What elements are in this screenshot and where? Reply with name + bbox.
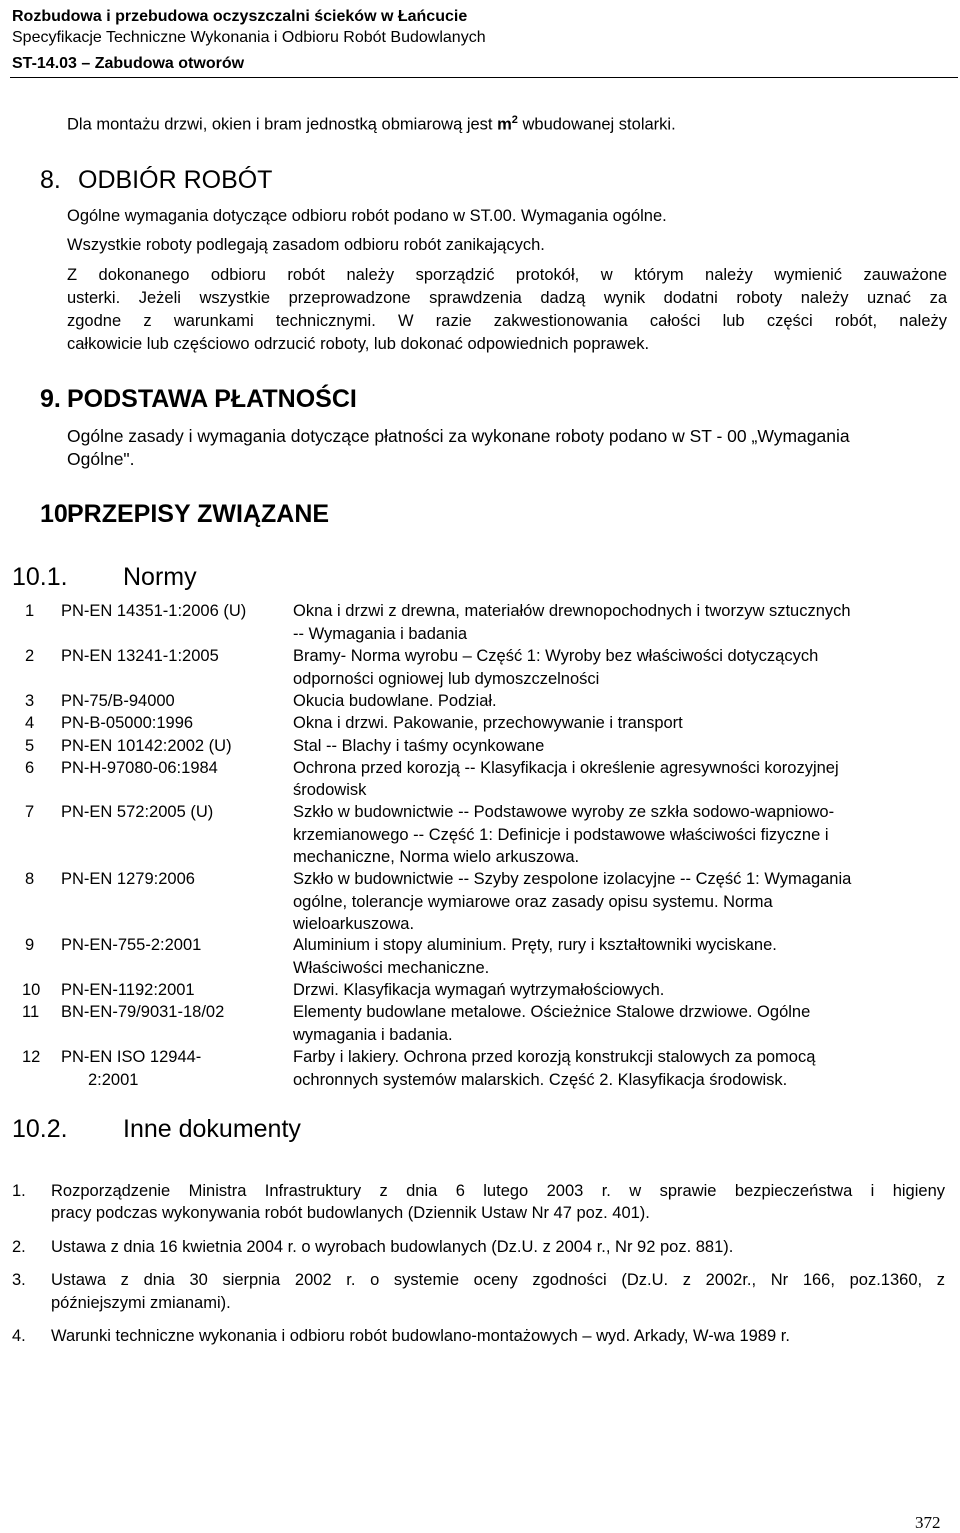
section-10-1-number: 10.1.: [12, 563, 68, 591]
section-9-line-1: Ogólne zasady i wymagania dotyczące płatności za wykonane roboty podano w ST - 00 „Wymagania: [67, 426, 850, 446]
norm-code: BN-EN-79/9031-18/02: [61, 1003, 225, 1021]
norm-code: PN-EN-755-2:2001: [61, 936, 202, 954]
section-8-line-4: usterki. Jeżeli wszystkie przeprowadzone sprawdzenia dadzą wynik dodatni roboty należy uznać za: [67, 289, 947, 307]
document-text: Ustawa z dnia 30 sierpnia 2002 r. o systemie oceny zgodności (Dz.U. z 2002r., Nr 166, poz.1360, z: [51, 1271, 945, 1289]
norm-description: Elementy budowlane metalowe. Ościeżnice Stalowe drzwiowe. Ogólne: [293, 1003, 811, 1021]
section-9-title: PODSTAWA PŁATNOŚCI: [67, 385, 357, 413]
norm-description: wieloarkuszowa.: [293, 915, 415, 933]
unit-superscript: 2: [511, 114, 518, 126]
norm-description: odporności ogniowej lub dymoszczelności: [293, 670, 600, 688]
norm-number: 8: [25, 870, 35, 888]
intro-text-before: Dla montażu drzwi, okien i bram jednostką obmiarową jest: [67, 115, 498, 134]
section-10-title: PRZEPISY ZWIĄZANE: [67, 500, 330, 528]
section-8-line-2: Wszystkie roboty podlegają zasadom odbioru robót zanikających.: [67, 236, 545, 254]
section-8-line-1: Ogólne wymagania dotyczące odbioru robót podano w ST.00. Wymagania ogólne.: [67, 207, 667, 225]
document-text: Warunki techniczne wykonania i odbioru robót budowlano-montażowych – wyd. Arkady, W-wa 1989 r.: [51, 1327, 790, 1345]
norm-description: Farby i lakiery. Ochrona przed korozją konstrukcji stalowych za pomocą: [293, 1048, 816, 1066]
section-10-2-title: Inne dokumenty: [123, 1115, 301, 1143]
document-text: Rozporządzenie Ministra Infrastruktury z dnia 6 lutego 2003 r. w sprawie bezpieczeństwa i higieny: [51, 1182, 945, 1200]
norm-description: krzemianowego -- Część 1: Definicje i podstawowe właściwości fizyczne i: [293, 826, 829, 844]
norm-code: PN-EN 10142:2002 (U): [61, 737, 232, 755]
norm-description: ochronnych systemów malarskich. Część 2. Klasyfikacja środowisk.: [293, 1071, 788, 1089]
norm-code: PN-75/B-94000: [61, 692, 175, 710]
norm-description: mechaniczne, Norma wielo arkuszowa.: [293, 848, 580, 866]
norm-code: PN-EN 572:2005 (U): [61, 803, 214, 821]
document-number: 3.: [12, 1271, 26, 1289]
norm-description: Okna i drzwi z drewna, materiałów drewnopochodnych i tworzyw sztucznych: [293, 602, 851, 620]
norm-number: 5: [25, 737, 35, 755]
norm-number: 6: [25, 759, 35, 777]
norm-number: 4: [25, 714, 35, 732]
norm-number: 1: [25, 602, 35, 620]
norm-code: PN-EN ISO 12944-: [61, 1048, 202, 1066]
section-8-title: ODBIÓR ROBÓT: [78, 166, 273, 194]
section-code: ST-14.03 – Zabudowa otworów: [12, 55, 245, 72]
document-number: 2.: [12, 1238, 26, 1256]
norm-description: -- Wymagania i badania: [293, 625, 468, 643]
norm-description: Szkło w budownictwie -- Szyby zespolone izolacyjne -- Część 1: Wymagania: [293, 870, 852, 888]
norm-number: 3: [25, 692, 35, 710]
section-10-2-number: 10.2.: [12, 1115, 68, 1143]
norm-code: PN-EN 13241-1:2005: [61, 647, 219, 665]
page-number: 372: [915, 1513, 941, 1532]
spec-title: Specyfikacje Techniczne Wykonania i Odbioru Robót Budowlanych: [12, 29, 486, 46]
norm-description: Właściwości mechaniczne.: [293, 959, 490, 977]
norm-number: 7: [25, 803, 35, 821]
norm-description: Drzwi. Klasyfikacja wymagań wytrzymałościowych.: [293, 981, 665, 999]
norm-description: wymagania i badania.: [293, 1026, 453, 1044]
norm-code: PN-EN 1279:2006: [61, 870, 195, 888]
section-8-number: 8.: [40, 166, 61, 194]
project-title: Rozbudowa i przebudowa oczyszczalni ścieków w Łańcucie: [12, 8, 468, 25]
norm-description: Bramy- Norma wyrobu – Część 1: Wyroby bez właściwości dotyczących: [293, 647, 819, 665]
section-10-1-title: Normy: [123, 563, 197, 591]
page-header: [10, 5, 958, 78]
norm-code: PN-H-97080-06:1984: [61, 759, 218, 777]
document-text: Ustawa z dnia 16 kwietnia 2004 r. o wyrobach budowlanych (Dz.U. z 2004 r., Nr 92 poz. 881).: [51, 1238, 734, 1256]
section-10-number: 10.: [40, 500, 75, 528]
norm-description: Szkło w budownictwie -- Podstawowe wyroby ze szkła sodowo-wapniowo-: [293, 803, 835, 821]
document-number: 1.: [12, 1182, 26, 1200]
norm-description: Okna i drzwi. Pakowanie, przechowywanie i transport: [293, 714, 683, 732]
norm-description: ogólne, tolerancje wymiarowe oraz zasady opisu systemu. Norma: [293, 893, 773, 911]
norm-description: Ochrona przed korozją -- Klasyfikacja i określenie agresywności korozyjnej: [293, 759, 839, 777]
norm-number: 9: [25, 936, 35, 954]
norm-description: Stal -- Blachy i taśmy ocynkowane: [293, 737, 545, 755]
document-text: późniejszymi zmianami).: [51, 1294, 231, 1312]
document-text: pracy podczas wykonywania robót budowlanych (Dziennik Ustaw Nr 47 poz. 401).: [51, 1204, 650, 1222]
norm-code: PN-EN 14351-1:2006 (U): [61, 602, 247, 620]
unit-label: m: [497, 115, 512, 134]
intro-paragraph: [67, 114, 676, 135]
section-8-line-6: całkowicie lub częściowo odrzucić roboty, lub dokonać odpowiednich poprawek.: [67, 335, 650, 353]
norm-code-continuation: 2:2001: [88, 1071, 139, 1089]
document-number: 4.: [12, 1327, 26, 1345]
intro-text-after: wbudowanej stolarki.: [517, 115, 676, 134]
norm-number: 2: [25, 647, 35, 665]
section-8-line-5: zgodne z warunkami technicznymi. W razie zakwestionowania całości lub części robót, należy: [67, 312, 947, 330]
norm-code: PN-EN-1192:2001: [61, 981, 195, 999]
section-9-line-2: Ogólne".: [67, 449, 135, 469]
norm-number: 11: [22, 1003, 40, 1021]
norm-description: Okucia budowlane. Podział.: [293, 692, 497, 710]
section-8-line-3: Z dokonanego odbioru robót należy sporządzić protokół, w którym należy wymienić zauważone: [67, 266, 947, 284]
norm-number: 12: [22, 1048, 41, 1066]
norm-description: Aluminium i stopy aluminium. Pręty, rury i kształtowniki wyciskane.: [293, 936, 777, 954]
norm-description: środowisk: [293, 781, 367, 799]
section-9-number: 9.: [40, 385, 61, 413]
norm-number: 10: [22, 981, 41, 999]
norm-code: PN-B-05000:1996: [61, 714, 194, 732]
